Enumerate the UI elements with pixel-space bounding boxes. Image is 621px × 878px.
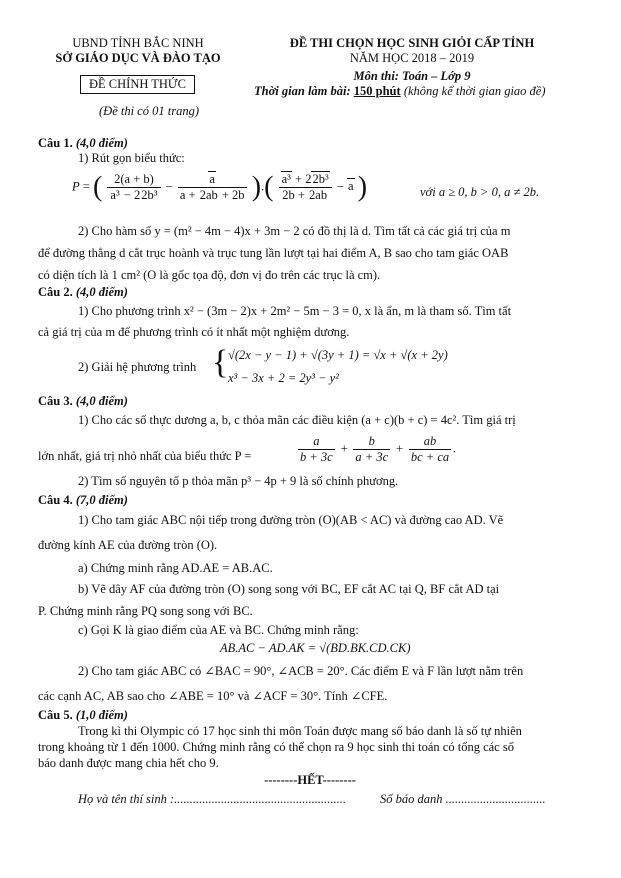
school-year: NĂM HỌC 2018 – 2019 xyxy=(349,51,475,65)
authority-name: UBND TỈNH BẮC NINH xyxy=(72,36,204,50)
q1-part2-line3: có diện tích là 1 cm² (O là gốc tọa độ, đơn vị đo trên các trục là cm). xyxy=(38,268,381,282)
department-name: SỞ GIÁO DỤC VÀ ĐÀO TẠO xyxy=(55,51,221,65)
time-value: 150 phút xyxy=(353,84,401,98)
time-note: (không kể thời gian giao đề) xyxy=(403,84,546,98)
q4-part-a: a) Chứng minh rằng AD.AE = AB.AC. xyxy=(78,561,273,575)
q5-heading: Câu 5. (1,0 điểm) xyxy=(38,708,128,722)
q5-line2: trong khoảng từ 1 đến 1000. Chứng minh rằng có thể chọn ra 9 học sinh thi toán có tổng các số xyxy=(38,740,514,754)
q1-part1: 1) Rút gọn biểu thức: xyxy=(78,151,185,165)
q4-part-c: c) Gọi K là giao điểm của AE và BC. Chứng minh rằng: xyxy=(78,623,359,637)
official-stamp: ĐỀ CHÍNH THỨC xyxy=(80,75,195,94)
candidate-name-field: Họ và tên thí sinh :....................................................... xyxy=(78,792,347,806)
q4-part-c-equation: AB.AC − AD.AK = √(BD.BK.CD.CK) xyxy=(220,641,411,655)
q4-part1-line2: đường kính AE của đường tròn (O). xyxy=(38,538,218,552)
q2-part1-line1: 1) Cho phương trình x² − (3m − 2)x + 2m² − 5m − 3 = 0, x là ẩn, m là tham số. Tìm tất xyxy=(78,304,512,318)
page-count: (Đề thi có 01 trang) xyxy=(99,104,199,118)
q3-part1-line2: lớn nhất, giá trị nhỏ nhất của biểu thức P = xyxy=(38,449,252,463)
subject-line: Môn thi: Toán – Lớp 9 xyxy=(353,69,471,83)
q3-expression: $\frac{a}{b + 3c}$ + $\frac{b}{a + 3c}$ + $\frac{ab}{bc + ca}$ . xyxy=(300,434,457,464)
q2-equation1: √(2x − y − 1) + √(3y + 1) = √x + √(x + 2y) xyxy=(228,348,448,362)
q2-part2-label: 2) Giải hệ phương trình xyxy=(78,360,197,374)
q3-part2: 2) Tìm số nguyên tố p thỏa mãn p³ − 4p + 9 là số chính phương. xyxy=(78,474,399,488)
q2-heading: Câu 2. (4,0 điểm) xyxy=(38,285,128,299)
q2-equation2: x³ − 3x + 2 = 2y³ − y² xyxy=(228,371,339,385)
q1-condition: với a ≥ 0, b > 0, a ≠ 2b. xyxy=(420,185,540,199)
q2-part1-line2: cả giá trị của m để phương trình có ít nhất một nghiệm dương. xyxy=(38,325,350,339)
q4-part2-line1: 2) Cho tam giác ABC có ∠BAC = 90°, ∠ACB = 20°. Các điểm E và F lần lượt nằm trên xyxy=(78,664,524,678)
q1-part2-line2: để đường thẳng d cắt trục hoành và trục tung lần lượt tại hai điểm A, B sao cho tam giác OAB xyxy=(38,246,509,260)
q5-line1: Trong kì thi Olympic có 17 học sinh thi môn Toán được mang số báo danh là số tự nhiên xyxy=(78,724,522,738)
q4-part2-line2: các cạnh AC, AB sao cho ∠ABE = 10° và ∠ACF = 30°. Tính ∠CFE. xyxy=(38,689,388,703)
q4-part1-line1: 1) Cho tam giác ABC nội tiếp trong đường tròn (O)(AB < AC) và đường cao AD. Vẽ xyxy=(78,513,504,527)
q3-part1-line1: 1) Cho các số thực dương a, b, c thỏa mãn các điều kiện (a + c)(b + c) = 4c². Tìm giá trị xyxy=(78,413,516,427)
candidate-number-field: Số báo danh ................................ xyxy=(380,792,546,806)
time-label: Thời gian làm bài: xyxy=(254,84,351,98)
q3-heading: Câu 3. (4,0 điểm) xyxy=(38,394,128,408)
q5-line3: báo danh được mang chia hết cho 9. xyxy=(38,756,219,770)
time-line xyxy=(254,84,546,99)
exam-title: ĐỀ THI CHỌN HỌC SINH GIỎI CẤP TỈNH xyxy=(289,36,535,50)
q1-heading: Câu 1. (4,0 điểm) xyxy=(38,136,128,150)
q4-heading: Câu 4. (7,0 điểm) xyxy=(38,493,128,507)
q4-part-b-line2: P. Chứng minh rằng PQ song song với BC. xyxy=(38,604,253,618)
end-marker: --------HẾT-------- xyxy=(264,773,356,787)
q1-part2-line1: 2) Cho hàm số y = (m² − 4m − 4)x + 3m − 2 có đồ thị là d. Tìm tất cả các giá trị của m xyxy=(78,224,511,238)
q1-expression: P = ( $\frac{2(a + b)}{\text{a³ − 22b³}}$ − $\frac{a}{a + 2ab + 2b}$ ).( $\frac{\text{a³ + 22b³}}{2b + 2ab}$ − a ) xyxy=(72,171,368,203)
q4-part-b-line1: b) Vẽ dây AF của đường tròn (O) song song với BC, EF cắt AC tại Q, BF cắt AD tại xyxy=(78,582,500,596)
system-brace: { xyxy=(212,344,229,381)
